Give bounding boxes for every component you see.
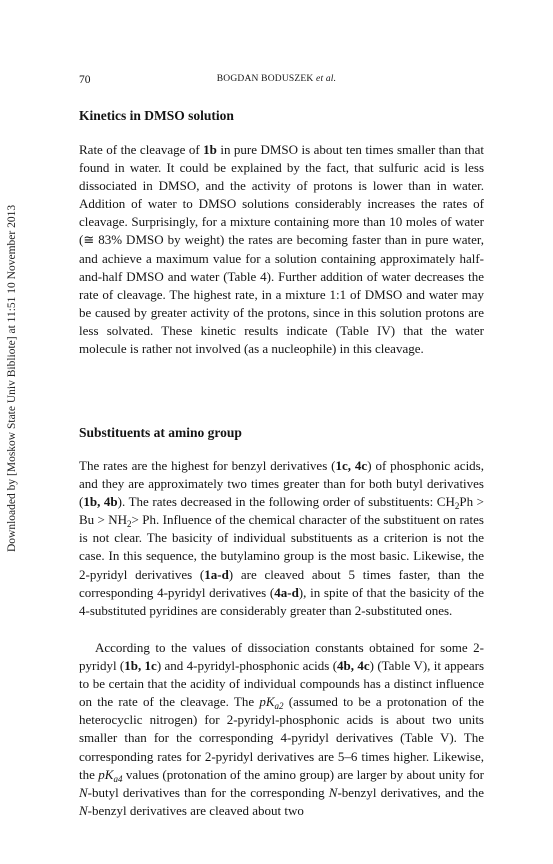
section-heading-kinetics: Kinetics in DMSO solution	[79, 108, 234, 123]
section-heading-substituents: Substituents at amino group	[79, 425, 242, 440]
paragraph-kinetics: Rate of the cleavage of 1b in pure DMSO is about ten times smaller than that found in water. It could be explained by the fact, that sulfuric acid is less dissociated in DMSO, and the activity of protons is lower than in water. Addition of water to DMSO solutions considerably increases the rates of cleavage. Surprisingly, for a mixture containing more than 10 moles of water (≅ 83% DMSO by weight) the rates are becoming faster than in pure water, and achieve a maximum value for a solution containing approximately half-and-half DMSO and water (Table 4). Further addition of water decreases the rate of cleavage. The highest rate, in a mixture 1:1 of DMSO and water may be caused by greater activity of the protons, since in this solution protons are less solvated. These kinetic results indicate (Table IV) that the water molecule is rather not involved (as a nucleophile) in this cleavage.	[79, 142, 485, 357]
paragraph-substituents-1: The rates are the highest for benzyl derivatives (1c, 4c) of phosphonic acids, and they are approximately two times greater than for both butyl derivatives (1b, 4b). The rates decreased in the following order of substituents: $CH_2Ph > Bu > NH_2> Ph$. Influence of the chemical character of the substituent on rates is not clear. The basicity of individual substituents as a criterion is not the case. In this sequence, the butylamino group is the most basic. Likewise, the 2-pyridyl derivatives (1a-d) are cleaved about 5 times faster, than the corresponding 4-pyridyl derivatives (4a-d), in spite of that the basicity of the 4-substituted pyridines are considerably greater than 2-substituted ones.	[79, 458, 485, 618]
download-watermark: Downloaded by [Moskow State Univ Bibliote] at 11:51 10 November 2013	[6, 204, 18, 552]
paragraph-substituents-2: According to the values of dissociation constants obtained for some 2-pyridyl (1b, 1c) and 4-pyridyl-phosphonic acids (4b, 4c) (Table V), it appears to be certain that the acidity of individual compounds has a distinct influence on the rate of the cleavage. The $pK_{a2}$ (assumed to be a protonation of the heterocyclic nitrogen) for 2-pyridyl-phosphonic acids is about two units smaller than for the corresponding 4-pyridyl derivatives (Table V). The corresponding rates for 2-pyridyl derivatives are 5–6 times higher. Likewise, the $pK_{a4}$ values (protonation of the amino group) are larger by about unity for N-butyl derivatives than for the corresponding N-benzyl derivatives, and the N-benzyl derivatives are cleaved about two	[79, 640, 485, 818]
running-head	[0, 74, 553, 84]
running-head-suffix: et al.	[316, 74, 337, 84]
page-number: 70	[79, 74, 91, 86]
running-head-authors: BOGDAN BODUSZEK	[216, 74, 314, 84]
